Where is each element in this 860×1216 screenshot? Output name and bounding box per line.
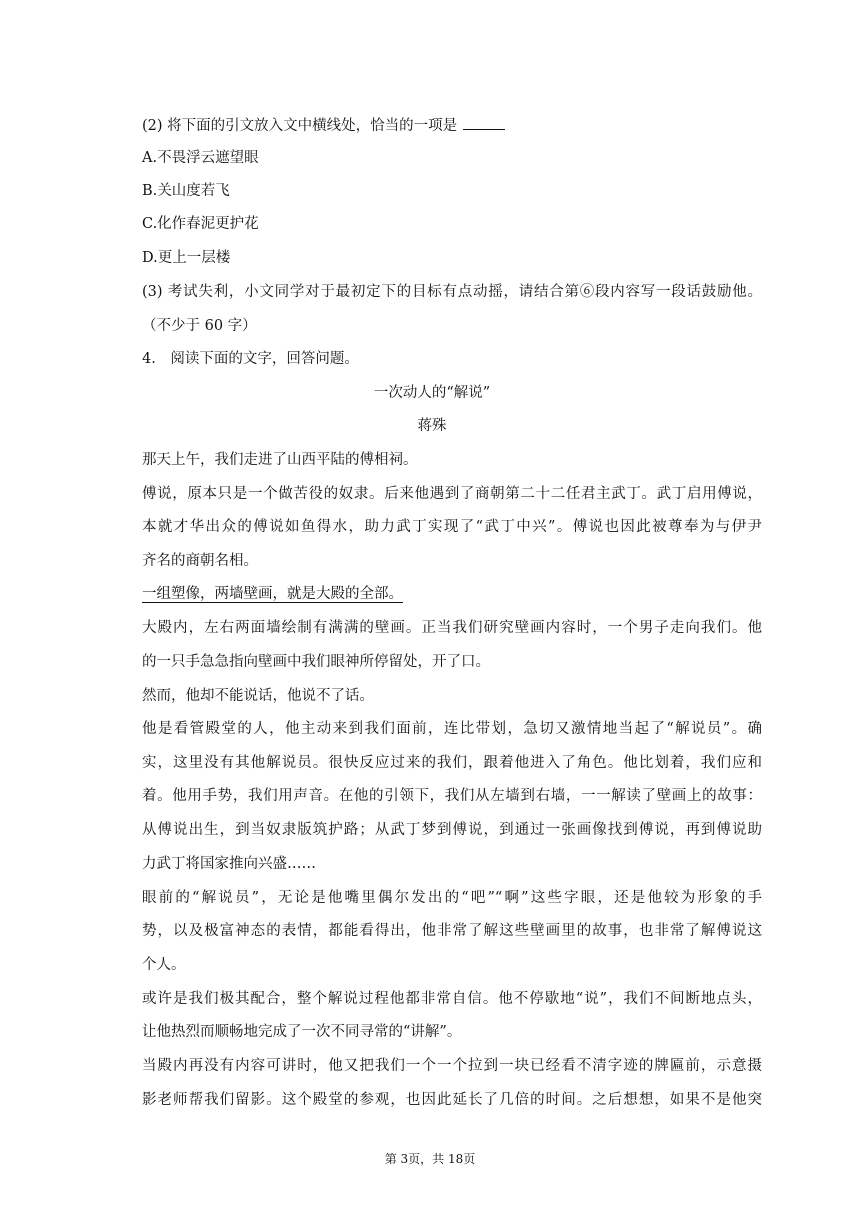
article-line: 他是看管殿堂的人，他主动来到我们面前，连比带划，急切又激情地当起了“解说员”。确 — [142, 721, 762, 737]
article-line: 或许是我们极其配合，整个解说过程他都非常自信。他不停歇地“说”，我们不间断地点头， — [142, 991, 762, 1007]
article-line: 那天上午，我们走进了山西平陆的傅相祠。 — [142, 452, 418, 468]
option-a: A.不畏浮云遮望眼 — [142, 150, 259, 166]
option-b: B.关山度若飞 — [142, 183, 230, 199]
article-line: 影老师帮我们留影。这个殿堂的参观，也因此延长了几倍的时间。之后想想，如果不是他突 — [142, 1092, 762, 1108]
question-2-stem: (2) 将下面的引文放入文中横线处，恰当的一项是 — [142, 116, 762, 136]
option-c: C.化作春泥更护花 — [142, 216, 259, 232]
option-d: D.更上一层楼 — [142, 250, 231, 266]
question-3-line-1: (3) 考试失利，小文同学对于最初定下的目标有点动摇，请结合第⑥段内容写一段话鼓励他。 — [142, 284, 762, 300]
article-line: 的一只手急急指向壁画中我们眼神所停留处，开了口。 — [142, 654, 490, 670]
article-title: 一次动人的“解说” — [373, 385, 491, 401]
answer-blank[interactable] — [463, 117, 505, 130]
article-line: 从傅说出生，到当奴隶版筑护路；从武丁梦到傅说，到通过一张画像找到傅说，再到傅说助 — [142, 822, 762, 838]
article-line: 傅说，原本只是一个做苦役的奴隶。后来他遇到了商朝第二十二任君主武丁。武丁启用傅说， — [142, 486, 762, 502]
article-line: 着。他用手势，我们用声音。在他的引领下，我们从左墙到右墙，一一解读了壁画上的故事： — [142, 788, 762, 804]
article-line-underlined: 一组塑像，两墙壁画，就是大殿的全部。 — [142, 586, 403, 602]
article-author: 蒋殊 — [417, 418, 447, 434]
question-4-stem: 4. 阅读下面的文字，回答问题。 — [142, 351, 359, 367]
article-line: 势，以及极富神态的表情，都能看得出，他非常了解这些壁画里的故事，也非常了解傅说这 — [142, 923, 762, 939]
article-line: 然而，他却不能说话，他说不了话。 — [142, 688, 374, 704]
question-3-line-2: （不少于 60 字） — [142, 318, 257, 334]
article-line: 本就才华出众的傅说如鱼得水，助力武丁实现了“武丁中兴”。傅说也因此被尊奉为与伊尹 — [142, 519, 762, 535]
article-line: 个人。 — [142, 957, 186, 973]
article-line: 当殿内再没有内容可讲时，他又把我们一个一个拉到一块已经看不清字迹的牌匾前，示意摄 — [142, 1058, 762, 1074]
page-number: 第 3页，共 18页 — [384, 1152, 476, 1166]
article-line: 大殿内，左右两面墙绘制有满满的壁画。正当我们研究壁画内容时，一个男子走向我们。他 — [142, 620, 762, 636]
article-line: 力武丁将国家推向兴盛…… — [142, 856, 316, 872]
article-line: 实，这里没有其他解说员。很快反应过来的我们，跟着他进入了角色。他比划着，我们应和 — [142, 755, 762, 771]
article-line: 让他热烈而顺畅地完成了一次不同寻常的“讲解”。 — [142, 1024, 462, 1040]
article-line: 齐名的商朝名相。 — [142, 553, 258, 569]
article-line: 眼前的“解说员”，无论是他嘴里偶尔发出的“吧”“啊”这些字眼，还是他较为形象的手 — [142, 890, 762, 906]
